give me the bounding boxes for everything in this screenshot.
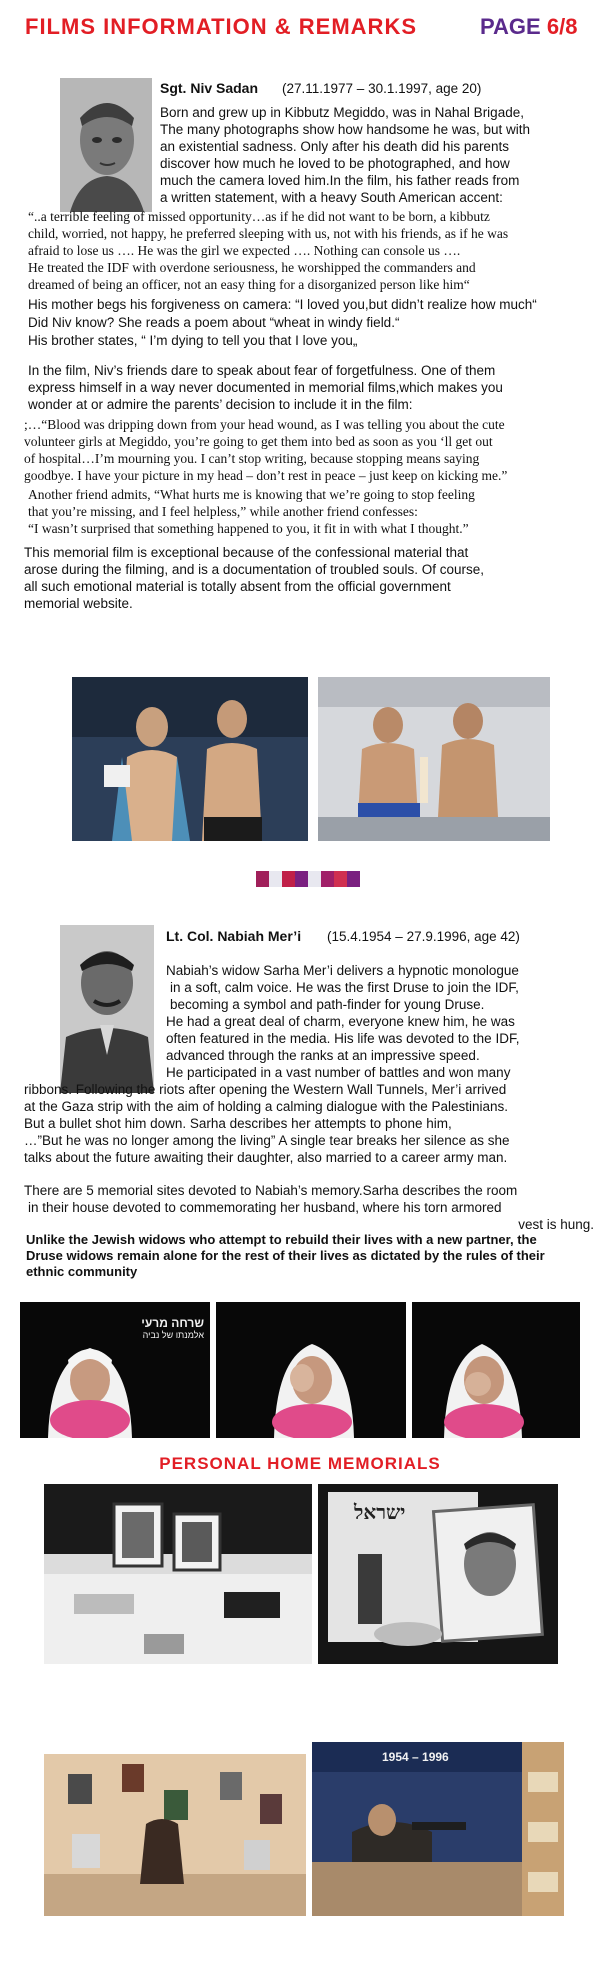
- hall-banner-text: 1954 – 1996: [382, 1750, 449, 1764]
- friend-quote-line: ;…“Blood was dripping down from your head wound, as I was telling you about the cute: [24, 417, 505, 432]
- niv-bio-line: The many photographs show how handsome he was, but with: [160, 122, 530, 137]
- niv-friends-photo-1: [72, 677, 308, 841]
- closing-line: This memorial film is exceptional because of the confessional material that: [24, 545, 469, 560]
- nabiah-bio-line: becoming a symbol and path-finder for young Druse.: [170, 997, 485, 1012]
- nabiah-portrait-image: [60, 925, 154, 1093]
- niv-bio-line: an existential sadness. Only after his death did his parents: [160, 139, 509, 154]
- closing-paragraph: [24, 544, 596, 612]
- niv-bio-line: discover how much he loved to be photographed, and how: [160, 156, 510, 171]
- memorial-room-image: [44, 1754, 306, 1916]
- sarha-caption-name: שרחה מרעי: [141, 1316, 204, 1330]
- niv-friends-photo-2-image: [318, 677, 550, 841]
- israel-text: ישראל: [354, 1500, 406, 1524]
- druse-note-line: ethnic community: [26, 1264, 138, 1279]
- memorial-hall-image: [312, 1742, 564, 1916]
- nabiah-dates: (15.4.1954 – 27.9.1996, age 42): [327, 929, 520, 944]
- ribbon-divider: [256, 871, 360, 887]
- niv-name: Sgt. Niv Sadan: [160, 80, 259, 96]
- nabiah-wide-line: ribbons. Following the riots after opening the Western Wall Tunnels, Mer’i arrived: [24, 1082, 507, 1097]
- father-quote-line: “..a terrible feeling of missed opportunity…as if he did not want to be born, a kibbutz: [28, 209, 490, 224]
- memorial-hall-photo: [312, 1742, 564, 1916]
- father-quote-line: child, worried, not happy, he preferred sleeping with us, not with his friends, as if he was: [28, 226, 509, 241]
- niv-friends-photo-2: [318, 677, 550, 841]
- druse-widows-note: [26, 1232, 596, 1280]
- page-num: 6/8: [546, 14, 578, 39]
- nabiah-bio-line: in a soft, calm voice. He was the first Druse to join the IDF,: [170, 980, 519, 995]
- nabiah-bio-line: advanced through the ranks at an impressive speed.: [166, 1048, 480, 1063]
- memorial-line: in their house devoted to commemorating her husband, where his torn armored: [28, 1200, 502, 1215]
- poem-line: Did Niv know? She reads a poem about “wheat in windy field.“: [28, 315, 400, 330]
- memorial-room-photo: [44, 1754, 306, 1916]
- father-quote: [28, 208, 596, 293]
- nabiah-wide-line: But a bullet shot him down. Sarha describes her attempts to phone him,: [24, 1116, 452, 1131]
- niv-bio: [160, 104, 590, 206]
- nabiah-wide-paragraph: [24, 1081, 596, 1166]
- memorial-line: vest is hung.: [518, 1217, 594, 1232]
- nabiah-wide-line: talks about the future awaiting their daughter, also married to a career army man.: [24, 1150, 508, 1165]
- closing-line: all such emotional material is totally absent from the official government: [24, 579, 451, 594]
- memorial-line: There are 5 memorial sites devoted to Nabiah’s memory.Sarha describes the room: [24, 1183, 518, 1198]
- friends-line: wonder at or admire the parents’ decision to include it in the film:: [28, 397, 413, 412]
- memorial-israel-photo: [318, 1484, 558, 1664]
- niv-bio-line: much the camera loved him.In the film, his father reads from: [160, 173, 520, 188]
- friends-line: express himself in a way never documented in memorial films,which makes you: [28, 380, 503, 395]
- memorial-table-image: [44, 1484, 312, 1664]
- nabiah-bio: [166, 962, 592, 1081]
- page-title: FILMS INFORMATION & REMARKS: [25, 14, 418, 39]
- sarha-frame-3-image: [412, 1302, 580, 1438]
- druse-note-line: Unlike the Jewish widows who attempt to rebuild their lives with a new partner, the: [26, 1232, 537, 1247]
- nabiah-bio-line: He participated in a vast number of battles and won many: [166, 1065, 511, 1080]
- druse-note-line: Druse widows remain alone for the rest of their lives as dictated by the rules of their: [26, 1248, 545, 1263]
- closing-line: memorial website.: [24, 596, 133, 611]
- memorial-sites-paragraph: [24, 1182, 594, 1233]
- closing-line: arose during the filming, and is a documentation of troubled souls. Of course,: [24, 562, 485, 577]
- page-number: [480, 14, 577, 40]
- sarha-frame-2-image: [216, 1302, 406, 1438]
- niv-portrait-image: [60, 78, 152, 212]
- personal-memorials-heading: PERSONAL HOME MEMORIALS: [159, 1454, 441, 1473]
- sarha-video-frame-1: [20, 1302, 210, 1438]
- niv-friends-photo-1-image: [72, 677, 308, 841]
- nabiah-wide-line: at the Gaza strip with the aim of holding a calming dialogue with the Palestinians.: [24, 1099, 509, 1114]
- sarha-caption: [126, 1316, 204, 1340]
- another-friend-line: Another friend admits, “What hurts me is knowing that we’re going to stop feeling: [28, 487, 475, 502]
- nabiah-bio-line: He had a great deal of charm, everyone knew him, he was: [166, 1014, 515, 1029]
- another-friend-line: “I wasn’t surprised that something happened to you, it fit in with what I thought.”: [28, 521, 469, 536]
- sarha-caption-role: אלמנתו של נביה: [142, 1330, 204, 1340]
- father-quote-line: He treated the IDF with overdone seriousness, he worshipped the commanders and: [28, 260, 476, 275]
- niv-bio-line: a written statement, with a heavy South American accent:: [160, 190, 503, 205]
- nabiah-wide-line: …”But he was no longer among the living” A single tear breaks her silence as she: [24, 1133, 510, 1148]
- memorial-table-photo: [44, 1484, 312, 1664]
- friends-paragraph: [28, 362, 596, 413]
- another-friend-line: that you’re missing, and I feel helpless,” while another friend confesses:: [28, 504, 418, 519]
- father-quote-line: dreamed of being an officer, not an easy thing for a disorganized person like him“: [28, 277, 470, 292]
- another-friend: [28, 486, 596, 537]
- mother-line: His mother begs his forgiveness on camera: “I loved you,but didn’t realize how much“: [28, 297, 537, 312]
- friends-line: In the film, Niv’s friends dare to speak about fear of forgetfulness. One of them: [28, 363, 496, 378]
- nabiah-bio-line: often featured in the media. His life was devoted to the IDF,: [166, 1031, 520, 1046]
- page-label: PAGE: [480, 14, 541, 39]
- friend-quote-line: of hospital…I’m mourning you. I can’t stop writing, because stopping means saying: [24, 451, 480, 466]
- niv-portrait: [60, 78, 152, 212]
- nabiah-name: Lt. Col. Nabiah Mer’i: [166, 928, 302, 944]
- nabiah-portrait: [60, 925, 154, 1093]
- friend-quote-line: goodbye. I have your picture in my head – don’t rest in peace – just keep on kicking me.”: [24, 468, 508, 483]
- sarha-video-frame-2: [216, 1302, 406, 1438]
- friend-quote: [24, 416, 596, 484]
- niv-dates: (27.11.1977 – 30.1.1997, age 20): [282, 81, 482, 96]
- friend-quote-line: volunteer girls at Megiddo, you’re going to get them into bed as soon as you ‘ll get out: [24, 434, 493, 449]
- sarha-video-frame-3: [412, 1302, 580, 1438]
- brother-line: His brother states, “ I’m dying to tell you that I love you„: [28, 333, 358, 348]
- father-quote-line: afraid to lose us …. He was the girl we expected …. Nothing can console us ….: [28, 243, 461, 258]
- nabiah-bio-line: Nabiah’s widow Sarha Mer’i delivers a hypnotic monologue: [166, 963, 519, 978]
- niv-bio-line: Born and grew up in Kibbutz Megiddo, was in Nahal Brigade,: [160, 105, 524, 120]
